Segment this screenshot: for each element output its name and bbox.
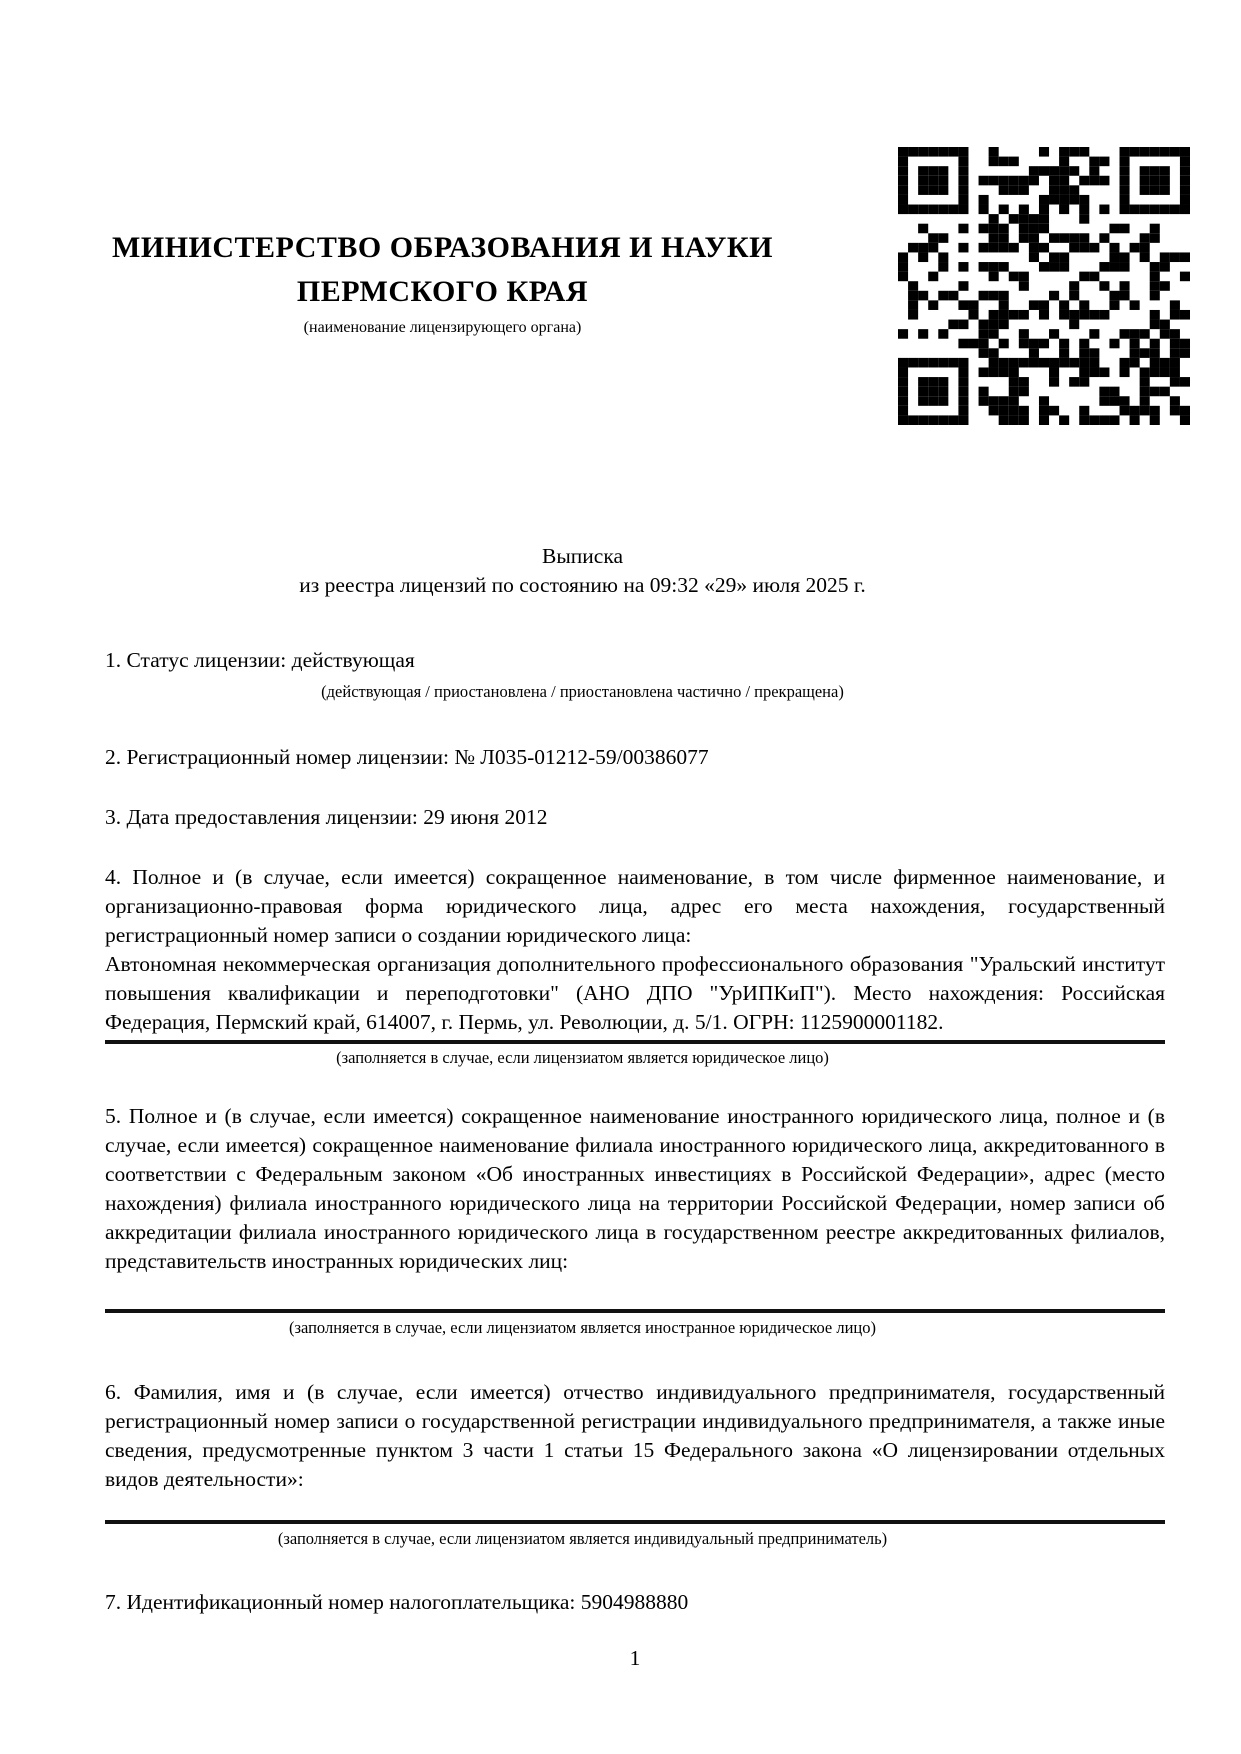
licensing-authority-header — [85, 226, 800, 337]
ministry-name-line1: МИНИСТЕРСТВО ОБРАЗОВАНИЯ И НАУКИ — [112, 231, 773, 264]
document-title-block — [105, 542, 1060, 600]
item-license-status — [105, 646, 1165, 703]
item-taxpayer-number — [105, 1588, 1165, 1617]
license-status-options-caption: (действующая / приостановлена / приостановлена частично / прекращена) — [321, 682, 844, 701]
foreign-entity-caption: (заполняется в случае, если лицензиатом является иностранное юридическое лицо) — [288, 1318, 876, 1337]
legal-entity-clause: 4. Полное и (в случае, если имеется) сокращенное наименование, в том числе фирменное наименование, и организационно-правовая форма юридического лица, адрес его места нахождения, государственный регистрационный номер записи о создании юридического лица: — [105, 865, 1165, 947]
legal-entity-caption: (заполняется в случае, если лицензиатом является юридическое лицо) — [336, 1048, 829, 1067]
item-legal-entity — [105, 863, 1165, 1069]
taxpayer-number-text: 7. Идентификационный номер налогоплательщика: 5904988880 — [105, 1590, 689, 1614]
legal-entity-fill-line — [105, 1040, 1165, 1044]
foreign-entity-clause: 5. Полное и (в случае, если имеется) сокращенное наименование иностранного юридического лица, полное и (в случае, если имеется) сокращенное наименование филиала иностранного юридического лица, аккредитованного в соответствии с Федеральным законом «Об иностранных инвестициях в Российской Федерации», адрес (место нахождения) филиала иностранного юридического лица на территории Российской Федерации, номер записи об аккредитации филиала иностранного юридического лица в государственном реестре аккредитованных филиалов, представительств иностранных юридических лиц: — [105, 1104, 1165, 1273]
grant-date-text: 3. Дата предоставления лицензии: 29 июня 2012 — [105, 805, 548, 829]
item-foreign-entity — [105, 1102, 1165, 1339]
page-number: 1 — [629, 1646, 641, 1670]
legal-entity-value: Автономная некоммерческая организация дополнительного профессионального образования "Уральский институт повышения квалификации и переподготовки" (АНО ДПО "УрИПКиП"). Место нахождения: Российская Федерация, Пермский край, 614007, г. Пермь, ул. Революции, д. 5/1. ОГРН: 1125900001182. — [105, 952, 1165, 1034]
license-status-text: 1. Статус лицензии: действующая — [105, 648, 415, 672]
ministry-caption: (наименование лицензирующего органа) — [303, 319, 582, 336]
qr-code — [898, 147, 1190, 425]
document-title: Выписка — [541, 544, 623, 568]
entrepreneur-caption: (заполняется в случае, если лицензиатом является индивидуальный предприниматель) — [277, 1529, 888, 1548]
ministry-name-line2: ПЕРМСКОГО КРАЯ — [296, 275, 589, 308]
item-entrepreneur — [105, 1378, 1165, 1550]
entrepreneur-fill-line — [105, 1520, 1165, 1524]
foreign-entity-fill-line — [105, 1309, 1165, 1313]
item-registration-number — [105, 743, 1165, 772]
entrepreneur-clause: 6. Фамилия, имя и (в случае, если имеется) отчество индивидуального предпринимателя, государственный регистрационный номер записи о государственной регистрации индивидуального предпринимателя, а также иные сведения, предусмотренные пунктом 3 части 1 статьи 15 Федерального закона «О лицензировании отдельных видов деятельности»: — [105, 1380, 1165, 1491]
item-grant-date — [105, 803, 1165, 832]
registration-number-text: 2. Регистрационный номер лицензии: № Л035-01212-59/00386077 — [105, 745, 709, 769]
document-subtitle: из реестра лицензий по состоянию на 09:32 «29» июля 2025 г. — [299, 573, 866, 597]
